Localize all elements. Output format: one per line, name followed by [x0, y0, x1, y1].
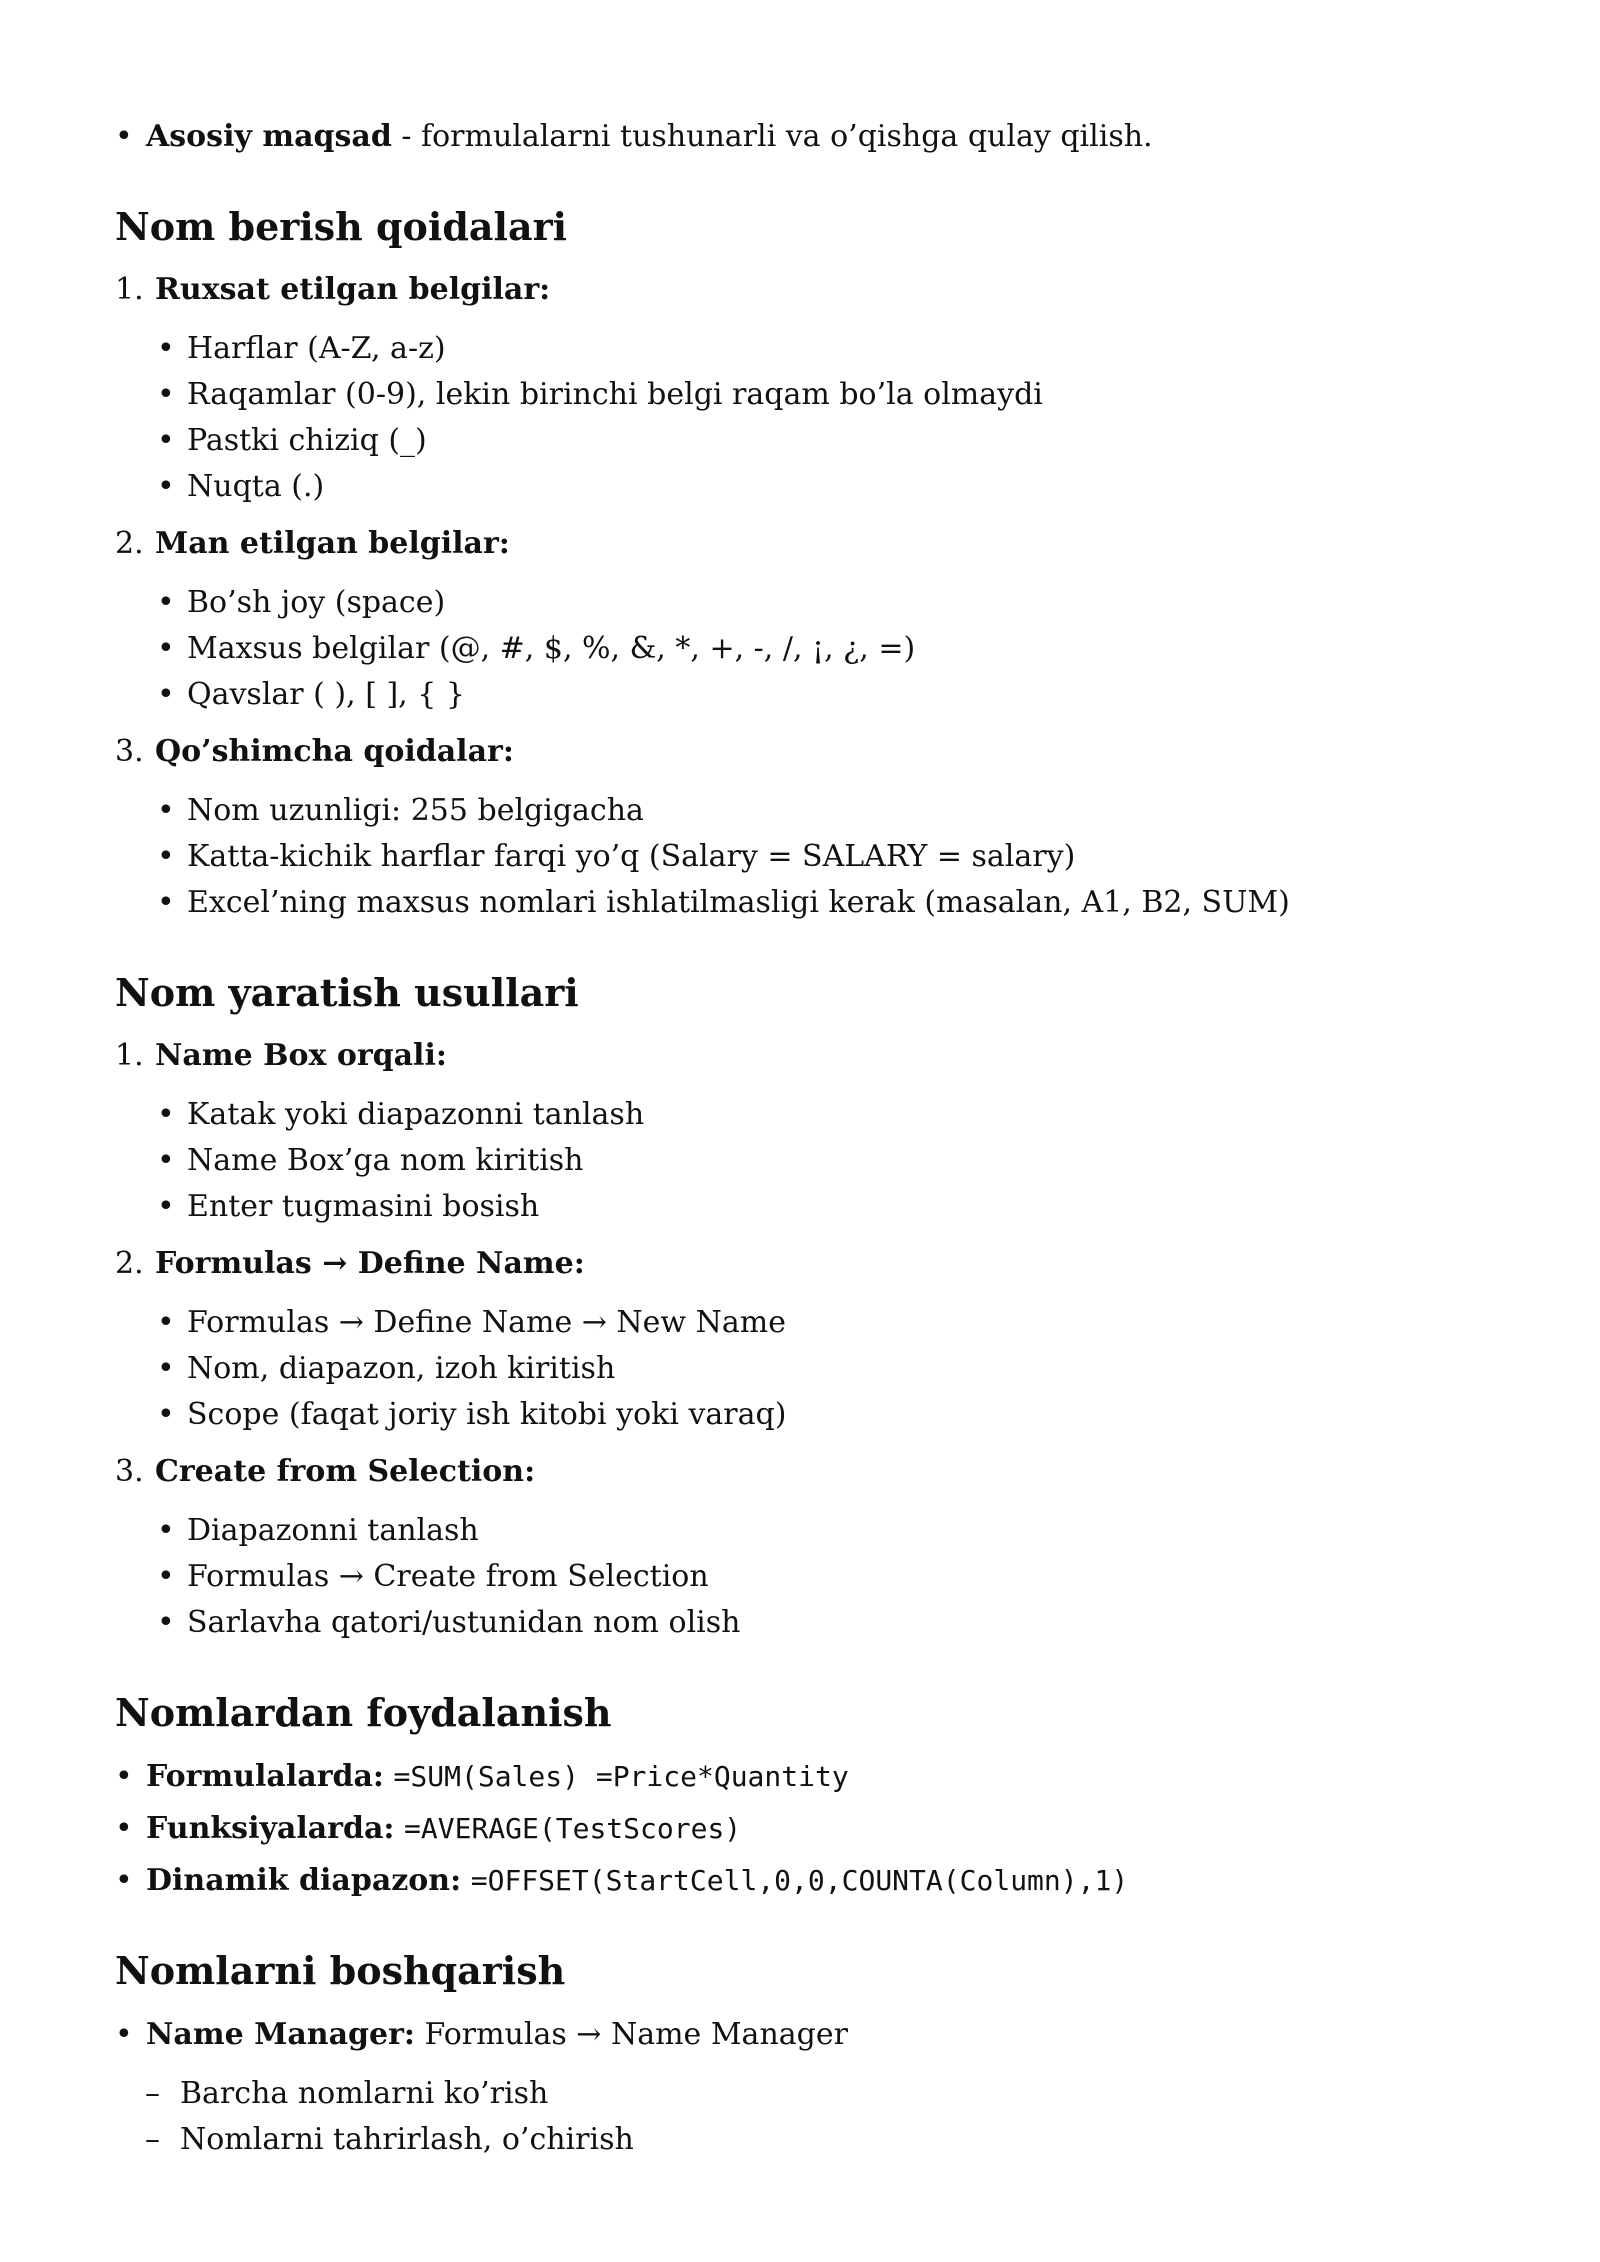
bullet-marker: •	[157, 1143, 175, 1178]
bullet-marker: •	[157, 1397, 175, 1432]
bullet-marker: •	[157, 839, 175, 874]
bullet-marker: •	[157, 1351, 175, 1386]
item-label: Qo’shimcha qoidalar:	[155, 734, 514, 769]
bullet-marker: •	[157, 1097, 175, 1132]
bullet-marker: •	[157, 677, 175, 712]
item-number: 1.	[115, 1038, 144, 1073]
item-label: Ruxsat etilgan belgilar:	[155, 272, 551, 307]
bullet-marker: •	[115, 1863, 133, 1898]
item-number: 3.	[115, 1454, 144, 1489]
bullet-marker: •	[157, 331, 175, 366]
bullet-marker: •	[157, 631, 175, 666]
bullet-marker: •	[157, 469, 175, 504]
dash-marker: –	[145, 2076, 160, 2111]
bullet-marker: •	[157, 1559, 175, 1594]
intro-text: - formulalarni tushunarli va o’qishga qulay qilish.	[391, 119, 1153, 154]
item-label: Name Box orqali:	[155, 1038, 447, 1073]
section-heading-creation-methods: Nom yaratish usullari	[115, 970, 579, 1015]
item-number: 3.	[115, 734, 144, 769]
bullet-marker: •	[157, 423, 175, 458]
section-heading-naming-rules: Nom berish qoidalari	[115, 204, 568, 249]
item-number: 1.	[115, 272, 144, 307]
item-label: Funksiyalarda:	[146, 1811, 395, 1846]
bullet-marker: •	[115, 1759, 133, 1794]
item-number: 2.	[115, 526, 144, 561]
item-label: Formulas → Define Name:	[155, 1246, 585, 1281]
bullet-marker: •	[157, 1189, 175, 1224]
code-snippet: =OFFSET(StartCell,0,0,COUNTA(Column),1)	[470, 1864, 1129, 1897]
code-snippet: =SUM(Sales) =Price*Quantity	[393, 1760, 849, 1793]
item-label: Name Manager:	[146, 2017, 415, 2052]
bullet-marker: •	[115, 2017, 133, 2052]
bullet-marker: •	[157, 1513, 175, 1548]
intro-label: Asosiy maqsad	[146, 119, 392, 154]
bullet-marker: •	[157, 1305, 175, 1340]
bullet-marker: •	[115, 1811, 133, 1846]
dash-marker: –	[145, 2122, 160, 2157]
item-label: Create from Selection:	[155, 1454, 536, 1489]
bullet-marker: •	[115, 119, 133, 154]
code-snippet: =AVERAGE(TestScores)	[404, 1812, 742, 1845]
item-text: Formulas → Name Manager	[424, 2017, 848, 2052]
item-label: Man etilgan belgilar:	[155, 526, 510, 561]
section-heading-managing-names: Nomlarni boshqarish	[115, 1948, 566, 1993]
item-label: Formulalarda:	[146, 1759, 384, 1794]
bullet-marker: •	[157, 1605, 175, 1640]
bullet-marker: •	[157, 793, 175, 828]
bullet-marker: •	[157, 377, 175, 412]
bullet-marker: •	[157, 585, 175, 620]
section-heading-using-names: Nomlardan foydalanish	[115, 1690, 612, 1735]
bullet-marker: •	[157, 885, 175, 920]
item-number: 2.	[115, 1246, 144, 1281]
item-label: Dinamik diapazon:	[146, 1863, 462, 1898]
